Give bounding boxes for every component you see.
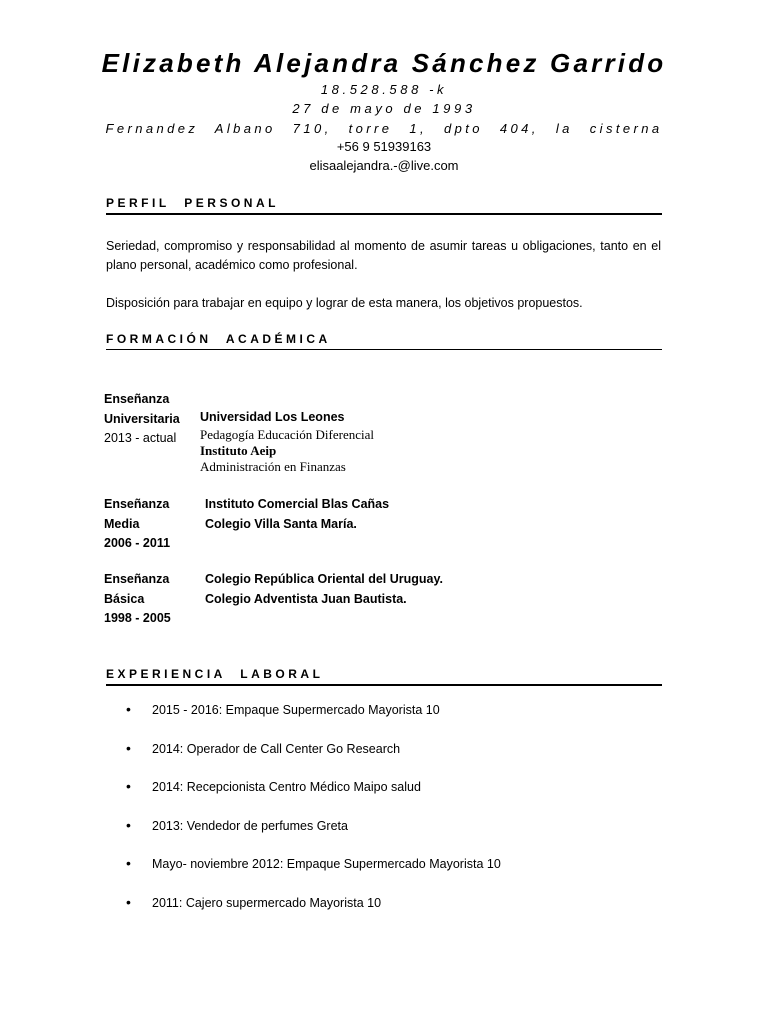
bullet-icon: •: [126, 778, 131, 794]
section-title-experiencia: EXPERIENCIA LABORAL: [106, 667, 662, 686]
job-text: Mayo- noviembre 2012: Empaque Supermercado Mayorista 10: [152, 857, 501, 871]
job-text: 2015 - 2016: Empaque Supermercado Mayorista 10: [152, 703, 440, 717]
bullet-icon: •: [126, 739, 131, 756]
job-text: 2013: Vendedor de perfumes Greta: [152, 818, 348, 833]
list-item: [106, 703, 501, 742]
edu-level-name: Universitaria: [104, 411, 180, 426]
experience-list: [106, 703, 501, 934]
edu-school: Instituto Comercial Blas Cañas: [205, 497, 390, 511]
bullet-icon: •: [126, 816, 131, 833]
edu-universitaria-institution-2: Instituto Aeip: [200, 443, 277, 458]
list-item: [106, 780, 501, 819]
edu-years: 2013 - actual: [104, 431, 177, 445]
edu-years: 1998 - 2005: [104, 611, 171, 625]
birthdate: 27 de mayo de 1993: [292, 101, 476, 116]
section-title-formacion: FORMACIÓN ACADÉMICA: [106, 332, 662, 350]
edu-level-name: Media: [104, 516, 140, 531]
list-item: [106, 739, 501, 781]
rut: 18.528.588 -k: [320, 82, 448, 97]
job-text: 2011: Cajero supermercado Mayorista 10: [152, 895, 382, 910]
edu-universitaria-career-1: Pedagogía Educación Diferencial: [200, 427, 374, 442]
perfil-paragraph-2: Disposición para trabajar en equipo y lograr de esta manera, los objetivos propuestos.: [106, 296, 583, 310]
edu-media-schools: [205, 495, 389, 534]
edu-universitaria-career-2: Administración en Finanzas: [200, 459, 346, 474]
edu-universitaria-institution-1: Universidad Los Leones: [200, 410, 345, 424]
edu-universitaria-label: [104, 390, 180, 449]
bullet-icon: •: [126, 701, 131, 717]
edu-basica-schools: [205, 570, 443, 609]
edu-years: 2006 - 2011: [104, 536, 171, 550]
list-item: [106, 893, 501, 935]
list-item: [106, 816, 501, 858]
bullet-icon: •: [126, 893, 131, 910]
full-name: Elizabeth Alejandra Sánchez Garrido: [101, 48, 667, 78]
phone: +56 9 51939163: [336, 139, 432, 154]
edu-level-word: Enseñanza: [104, 497, 170, 511]
job-text: 2014: Recepcionista Centro Médico Maipo salud: [152, 780, 421, 794]
perfil-paragraph-1: Seriedad, compromiso y responsabilidad al momento de asumir tareas u obligaciones, tanto en el plano personal, académico como profesional.: [106, 239, 661, 272]
job-text: 2014: Operador de Call Center Go Research: [152, 741, 401, 756]
edu-level-word: Enseñanza: [104, 392, 170, 406]
edu-school: Colegio Villa Santa María.: [205, 516, 357, 531]
section-title-perfil: PERFIL PERSONAL: [106, 196, 662, 215]
edu-level-name: Básica: [104, 591, 145, 606]
edu-school: Colegio Adventista Juan Bautista.: [205, 591, 407, 606]
edu-school: Colegio República Oriental del Uruguay.: [205, 572, 444, 586]
edu-level-word: Enseñanza: [104, 572, 170, 586]
bullet-icon: •: [126, 855, 131, 871]
edu-media-label: [104, 495, 170, 554]
list-item: [106, 857, 501, 896]
edu-basica-label: [104, 570, 171, 629]
email: elisaalejandra.-@live.com: [309, 158, 459, 173]
address: Fernandez Albano 710, torre 1, dpto 404, la cisterna: [105, 121, 663, 136]
